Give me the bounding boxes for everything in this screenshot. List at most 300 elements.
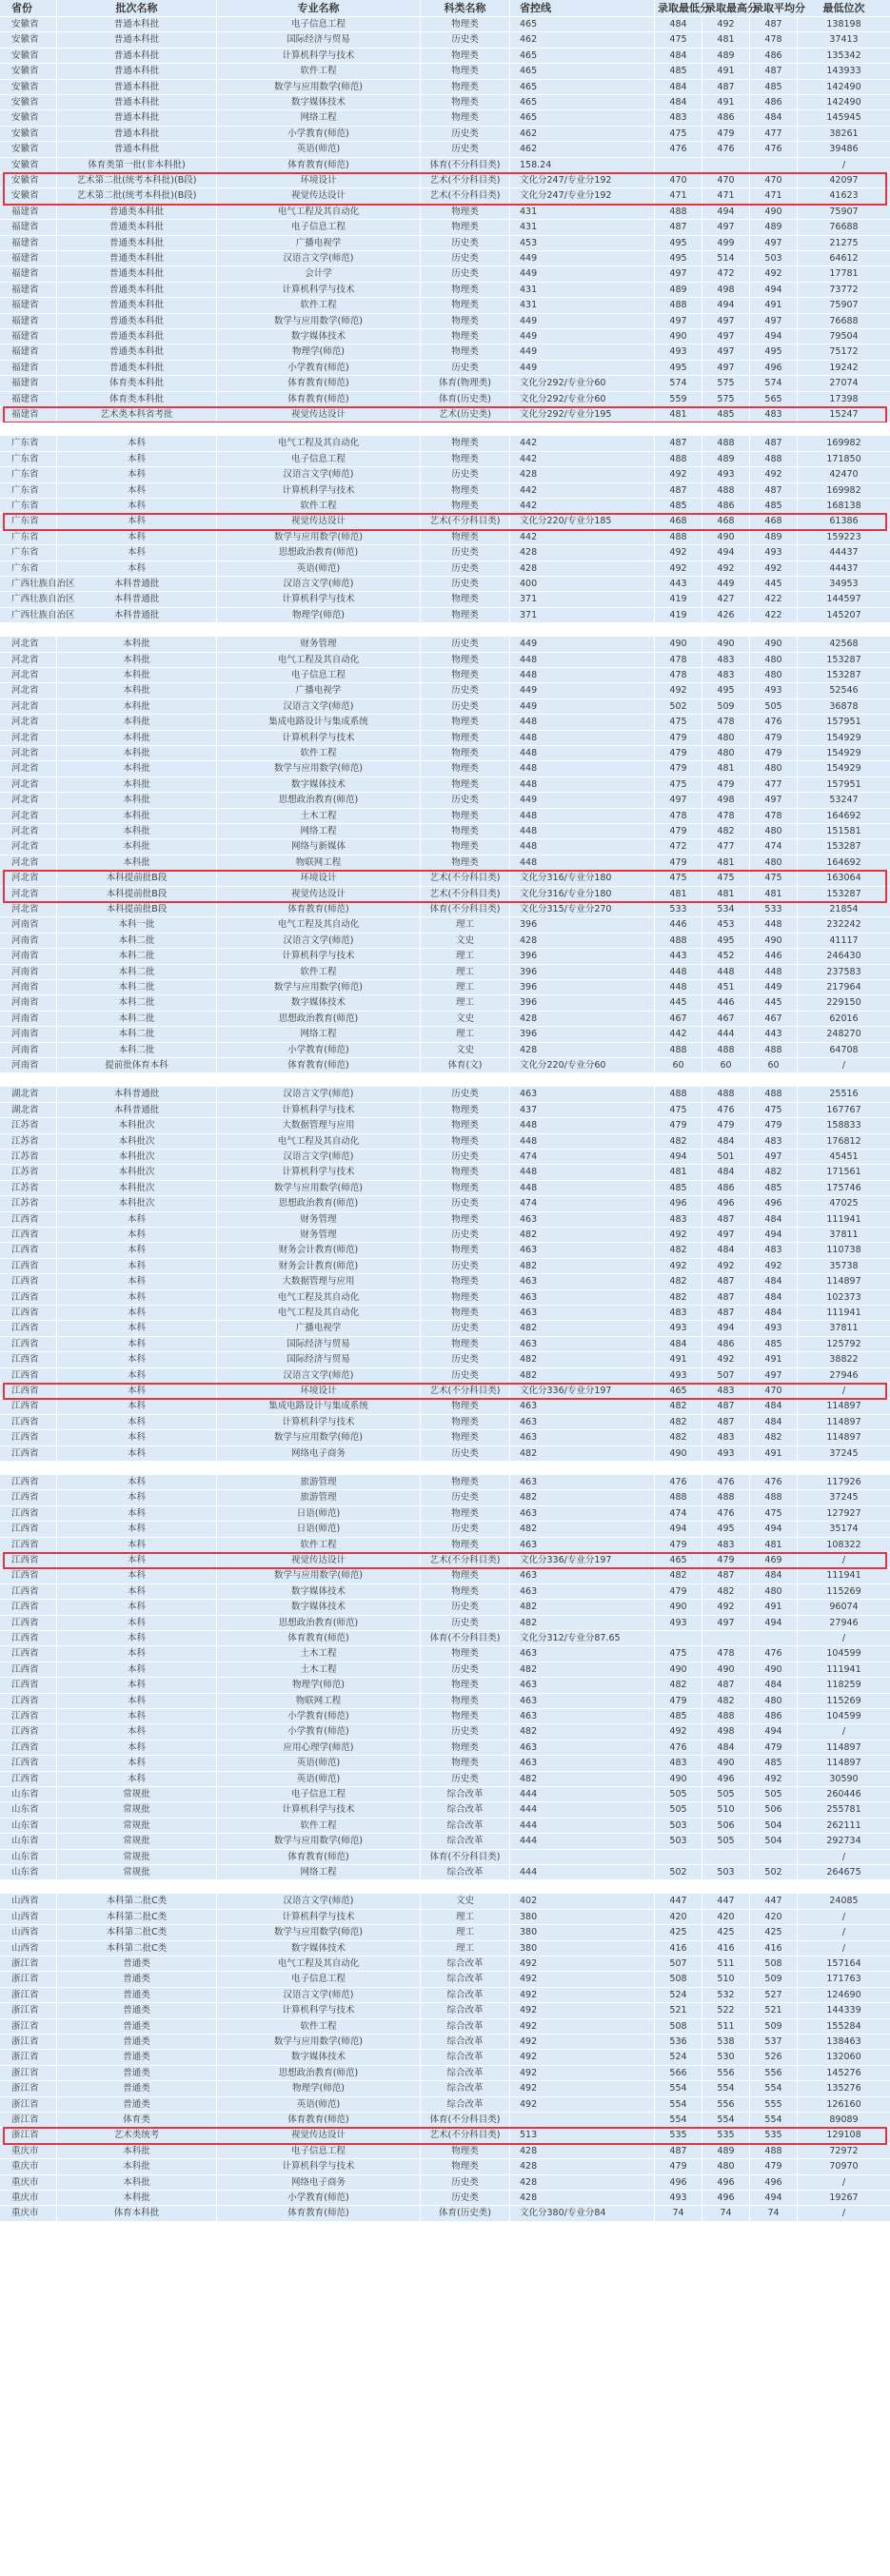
cell-min-score: 492 (655, 561, 702, 576)
cell-province: 江西省 (0, 1756, 57, 1770)
cell-min-score: 479 (655, 731, 702, 745)
cell-max-score: 530 (702, 2050, 750, 2064)
cell-batch: 本科 (57, 1662, 217, 1677)
table-row (0, 376, 890, 391)
block-separator (0, 423, 890, 436)
cell-max-score: 503 (702, 1865, 750, 1879)
cell-major: 计算机科学与技术 (217, 483, 421, 498)
cell-max-score: 489 (702, 2144, 750, 2158)
cell-province: 广东省 (0, 561, 57, 576)
cell-max-score: 498 (702, 283, 750, 297)
cell-control-line: 465 (510, 95, 655, 109)
cell-major: 小学教育(师范) (217, 2191, 421, 2205)
cell-category: 物理类 (421, 314, 510, 328)
cell-control-line: 482 (510, 1321, 655, 1335)
cell-batch: 普通本科批 (57, 64, 217, 78)
cell-avg-score: 470 (750, 173, 798, 187)
cell-control-line: 482 (510, 1772, 655, 1786)
cell-avg-score: 535 (750, 2128, 798, 2142)
cell-major: 国际经济与贸易 (217, 1337, 421, 1351)
cell-max-score: 492 (702, 1352, 750, 1367)
cell-major: 汉语言文学(师范) (217, 699, 421, 714)
cell-min-score: 482 (655, 1568, 702, 1583)
cell-avg-score: 494 (750, 1616, 798, 1630)
cell-category: 物理类 (421, 344, 510, 359)
cell-major: 环境设计 (217, 1384, 421, 1398)
cell-max-score: 514 (702, 251, 750, 265)
cell-major: 物联网工程 (217, 1694, 421, 1708)
cell-province: 广东省 (0, 545, 57, 560)
cell-category: 物理类 (421, 298, 510, 312)
cell-max-score: 490 (702, 530, 750, 544)
cell-major: 数学与应用数学(师范) (217, 1568, 421, 1583)
cell-province: 广东省 (0, 452, 57, 466)
cell-min-rank: / (841, 1633, 846, 1643)
cell-min-score: 497 (655, 266, 702, 281)
cell-control-line: 449 (510, 637, 655, 651)
cell-min-rank: 142490 (826, 81, 861, 92)
cell-category: 综合改革 (421, 1988, 510, 2002)
cell-avg-score: 485 (750, 80, 798, 94)
cell-avg-score: 487 (750, 436, 798, 450)
cell-control-line: 463 (510, 1584, 655, 1599)
table-row (0, 1430, 890, 1445)
cell-max-score: 507 (702, 1368, 750, 1383)
cell-control-line: 文化分336/专业分197 (510, 1553, 655, 1567)
cell-min-rank: 145945 (826, 112, 861, 124)
cell-min-score: 492 (655, 467, 702, 482)
cell-major: 财务管理 (217, 637, 421, 651)
cell-min-score: 419 (655, 608, 702, 622)
cell-province: 湖北省 (0, 1087, 57, 1101)
cell-min-score: 497 (655, 793, 702, 807)
cell-avg-score: 471 (750, 188, 798, 203)
cell-batch: 本科 (57, 530, 217, 544)
cell-control-line: 463 (510, 1399, 655, 1413)
cell-control-line: 文化分220/专业分60 (510, 1058, 655, 1072)
cell-max-score: 472 (702, 266, 750, 281)
cell-min-rank: 37245 (829, 1447, 859, 1459)
cell-max-score: 483 (702, 1384, 750, 1398)
cell-min-score: 465 (655, 1553, 702, 1567)
cell-min-rank: 52546 (829, 685, 859, 697)
table-row (0, 1709, 890, 1724)
cell-avg-score: 496 (750, 1196, 798, 1210)
cell-province: 河南省 (0, 949, 57, 963)
cell-province: 河北省 (0, 668, 57, 682)
cell-major: 小学教育(师范) (217, 1709, 421, 1723)
cell-batch: 普通类本科批 (57, 266, 217, 281)
cell-province: 河北省 (0, 777, 57, 792)
cell-control-line: 380 (510, 1925, 655, 1939)
cell-province: 江西省 (0, 1646, 57, 1661)
cell-max-score: 485 (702, 407, 750, 422)
cell-control-line: 449 (510, 793, 655, 807)
cell-control-line: 462 (510, 142, 655, 156)
cell-min-score: 503 (655, 1819, 702, 1833)
table-row (0, 1134, 890, 1150)
cell-major: 体育教育(师范) (217, 376, 421, 390)
cell-control-line: 448 (510, 1134, 655, 1149)
cell-avg-score: 477 (750, 127, 798, 141)
cell-min-rank: 217964 (826, 982, 861, 993)
cell-major: 数字媒体技术 (217, 95, 421, 109)
cell-avg-score: 504 (750, 1834, 798, 1848)
cell-min-score: 485 (655, 499, 702, 513)
cell-avg-score: 446 (750, 949, 798, 963)
cell-category: 物理类 (421, 824, 510, 838)
cell-min-score: 472 (655, 839, 702, 854)
table-row (0, 1910, 890, 1925)
table-row (0, 1600, 890, 1615)
cell-category: 历史类 (421, 1724, 510, 1739)
cell-avg-score: 476 (750, 142, 798, 156)
cell-control-line: 文化分316/专业分180 (510, 871, 655, 885)
table-row (0, 467, 890, 482)
cell-category: 历史类 (421, 1446, 510, 1461)
cell-control-line: 428 (510, 2159, 655, 2173)
cell-control-line: 444 (510, 1834, 655, 1848)
cell-category: 物理类 (421, 1678, 510, 1692)
cell-max-score: 496 (702, 1196, 750, 1210)
cell-category: 物理类 (421, 668, 510, 682)
cell-batch: 本科批 (57, 839, 217, 854)
cell-category: 综合改革 (421, 1787, 510, 1801)
table-row (0, 2159, 890, 2174)
cell-control-line: 482 (510, 1600, 655, 1614)
cell-avg-score: 449 (750, 980, 798, 994)
cell-min-rank: 104599 (826, 1648, 861, 1660)
cell-batch: 本科普通批 (57, 577, 217, 591)
cell-max-score: 470 (702, 173, 750, 187)
cell-province: 江西省 (0, 1568, 57, 1583)
cell-province: 河北省 (0, 839, 57, 854)
cell-control-line (510, 1850, 655, 1864)
cell-major: 数学与应用数学(师范) (217, 2035, 421, 2049)
cell-min-score: 487 (655, 2144, 702, 2158)
cell-control-line: 463 (510, 1475, 655, 1489)
cell-max-score: 478 (702, 809, 750, 823)
cell-batch: 普通本科批 (57, 142, 217, 156)
cell-min-score: 483 (655, 1306, 702, 1320)
cell-category: 物理类 (421, 1584, 510, 1599)
cell-major: 计算机科学与技术 (217, 283, 421, 297)
cell-category: 综合改革 (421, 2050, 510, 2064)
cell-province: 福建省 (0, 236, 57, 250)
cell-min-score: 482 (655, 1678, 702, 1692)
cell-min-rank: 34953 (829, 579, 859, 589)
table-row (0, 436, 890, 451)
cell-min-rank: 132060 (826, 2052, 861, 2063)
cell-batch: 体育类本科批 (57, 392, 217, 406)
cell-control-line: 文化分220/专业分185 (510, 514, 655, 528)
cell-batch: 本科批 (57, 715, 217, 729)
table-header (0, 0, 890, 17)
cell-max-score: 487 (702, 80, 750, 94)
cell-avg-score: 494 (750, 2191, 798, 2205)
cell-max-score: 535 (702, 2128, 750, 2142)
table-row (0, 127, 890, 142)
cell-category: 历史类 (421, 699, 510, 714)
cell-major: 小学教育(师范) (217, 1043, 421, 1057)
cell-min-score: 554 (655, 2097, 702, 2112)
cell-min-rank: 171850 (826, 453, 861, 464)
cell-max-score: 475 (702, 871, 750, 885)
cell-min-score: 468 (655, 514, 702, 528)
cell-province: 江西省 (0, 1274, 57, 1288)
cell-province: 河南省 (0, 1012, 57, 1026)
cell-avg-score: 447 (750, 1894, 798, 1908)
cell-batch: 体育类本科批 (57, 376, 217, 390)
table-row (0, 1522, 890, 1537)
cell-min-rank: 114897 (826, 1432, 861, 1444)
cell-min-score: 475 (655, 871, 702, 885)
cell-max-score: 493 (702, 467, 750, 482)
cell-min-score: 487 (655, 483, 702, 498)
cell-category: 物理类 (421, 1506, 510, 1521)
cell-category: 物理类 (421, 80, 510, 94)
cell-batch: 普通类本科批 (57, 329, 217, 344)
cell-min-score: 484 (655, 80, 702, 94)
cell-min-rank: / (841, 1555, 846, 1565)
cell-min-score: 492 (655, 545, 702, 560)
cell-batch: 本科 (57, 1616, 217, 1630)
cell-max-score: 497 (702, 329, 750, 344)
cell-batch: 本科二批 (57, 1043, 217, 1057)
cell-min-rank: 21854 (829, 904, 859, 914)
cell-control-line: 431 (510, 298, 655, 312)
cell-category: 历史类 (421, 251, 510, 265)
cell-category: 物理类 (421, 1243, 510, 1257)
cell-min-rank: 118259 (826, 1680, 861, 1691)
cell-avg-score: 479 (750, 746, 798, 760)
cell-category: 物理类 (421, 855, 510, 870)
cell-max-score: 487 (702, 1399, 750, 1413)
cell-batch: 本科批 (57, 2144, 217, 2158)
cell-control-line: 449 (510, 344, 655, 359)
cell-province: 福建省 (0, 329, 57, 344)
table-row (0, 824, 890, 839)
cell-max-score: 497 (702, 1228, 750, 1242)
cell-avg-score: 492 (750, 561, 798, 576)
cell-category: 历史类 (421, 467, 510, 482)
cell-min-rank: 53247 (829, 795, 859, 806)
cell-avg-score: 488 (750, 2144, 798, 2158)
cell-min-rank: 157951 (826, 778, 861, 790)
cell-batch: 普通类 (57, 1957, 217, 1971)
cell-max-score: 490 (702, 1756, 750, 1770)
table-row (0, 2206, 890, 2221)
table-row (0, 1087, 890, 1102)
cell-major: 物联网工程 (217, 855, 421, 870)
table-row (0, 283, 890, 298)
cell-category: 物理类 (421, 483, 510, 498)
cell-min-rank: 102373 (826, 1291, 861, 1303)
cell-control-line: 444 (510, 1802, 655, 1817)
cell-max-score: 494 (702, 545, 750, 560)
cell-max-score: 60 (702, 1058, 750, 1072)
cell-min-rank: 45451 (829, 1151, 859, 1162)
cell-category: 物理类 (421, 1134, 510, 1149)
cell-max-score: 496 (702, 2175, 750, 2190)
cell-max-score: 494 (702, 298, 750, 312)
cell-control-line: 380 (510, 1941, 655, 1956)
cell-control-line: 482 (510, 1352, 655, 1367)
cell-category: 历史类 (421, 2175, 510, 2190)
cell-min-score: 535 (655, 2128, 702, 2142)
cell-major: 体育教育(师范) (217, 158, 421, 172)
table-row (0, 2175, 890, 2191)
cell-min-rank: 159223 (826, 531, 861, 542)
table-row (0, 949, 890, 964)
cell-category: 历史类 (421, 127, 510, 141)
cell-max-score: 449 (702, 577, 750, 591)
cell-major: 英语(师范) (217, 2097, 421, 2112)
cell-min-rank: 260446 (826, 1789, 861, 1799)
cell-max-score: 554 (702, 2113, 750, 2127)
cell-batch: 常规批 (57, 1787, 217, 1801)
cell-control-line: 449 (510, 251, 655, 265)
cell-min-score: 475 (655, 777, 702, 792)
table-row (0, 2144, 890, 2159)
cell-major: 体育教育(师范) (217, 902, 421, 916)
cell-avg-score: 420 (750, 1910, 798, 1924)
cell-province: 江西省 (0, 1384, 57, 1398)
cell-province: 山东省 (0, 1865, 57, 1879)
table-row (0, 1941, 890, 1957)
cell-category: 物理类 (421, 1740, 510, 1755)
cell-max-score: 498 (702, 793, 750, 807)
cell-min-rank: 15247 (829, 409, 859, 420)
cell-province: 河北省 (0, 637, 57, 651)
cell-min-score: 465 (655, 1384, 702, 1398)
cell-province: 浙江省 (0, 2066, 57, 2080)
cell-min-score: 471 (655, 188, 702, 203)
cell-control-line: 492 (510, 1972, 655, 1986)
cell-avg-score: 485 (750, 1337, 798, 1351)
table-row (0, 1925, 890, 1940)
cell-batch: 本科 (57, 1584, 217, 1599)
cell-min-score: 503 (655, 1834, 702, 1848)
cell-min-rank: 111941 (826, 1213, 861, 1225)
cell-major: 汉语言文学(师范) (217, 934, 421, 948)
cell-control-line: 448 (510, 746, 655, 760)
cell-category: 物理类 (421, 839, 510, 854)
cell-province: 河北省 (0, 855, 57, 870)
cell-province: 广西壮族自治区 (0, 592, 57, 606)
cell-batch: 普通类 (57, 2050, 217, 2064)
table-row (0, 715, 890, 730)
cell-province: 浙江省 (0, 1972, 57, 1986)
cell-batch: 本科批 (57, 2175, 217, 2190)
cell-major: 电气工程及其自动化 (217, 1290, 421, 1305)
cell-province: 广东省 (0, 483, 57, 498)
cell-province: 江西省 (0, 1475, 57, 1489)
cell-category: 历史类 (421, 1490, 510, 1504)
cell-min-rank: 115269 (826, 1695, 861, 1706)
cell-min-score: 485 (655, 1709, 702, 1723)
cell-min-score: 481 (655, 887, 702, 901)
cell-province: 山东省 (0, 1850, 57, 1864)
cell-category: 艺术(不分科目类) (421, 173, 510, 187)
table-row (0, 1553, 890, 1568)
cell-province: 广东省 (0, 514, 57, 528)
cell-batch: 本科 (57, 1337, 217, 1351)
cell-min-rank: 41623 (829, 190, 859, 202)
cell-max-score: 426 (702, 608, 750, 622)
cell-batch: 本科 (57, 1228, 217, 1242)
cell-control-line: 文化分247/专业分192 (510, 188, 655, 203)
cell-min-rank: 154929 (826, 732, 861, 743)
cell-min-score: 487 (655, 436, 702, 450)
cell-min-score: 476 (655, 1740, 702, 1755)
cell-control-line: 463 (510, 1694, 655, 1708)
cell-max-score: 497 (702, 361, 750, 375)
cell-category: 历史类 (421, 561, 510, 576)
cell-min-rank: 114897 (826, 1741, 861, 1753)
cell-batch: 本科 (57, 1490, 217, 1504)
cell-avg-score: 537 (750, 2035, 798, 2049)
cell-control-line: 482 (510, 1662, 655, 1677)
cell-min-score: 475 (655, 1646, 702, 1661)
cell-max-score: 483 (702, 1538, 750, 1552)
cell-avg-score: 480 (750, 1584, 798, 1599)
cell-batch: 本科二批 (57, 1012, 217, 1026)
cell-control-line: 463 (510, 1678, 655, 1692)
cell-control-line: 442 (510, 499, 655, 513)
cell-max-score: 487 (702, 1568, 750, 1583)
cell-control-line: 428 (510, 1043, 655, 1057)
cell-max-score: 505 (702, 1834, 750, 1848)
cell-batch: 本科 (57, 1631, 217, 1645)
cell-avg-score: 484 (750, 1568, 798, 1583)
cell-province: 河南省 (0, 995, 57, 1010)
cell-min-rank: 47025 (829, 1198, 859, 1209)
cell-min-rank: 142490 (826, 97, 861, 108)
cell-avg-score: 497 (750, 1368, 798, 1383)
cell-avg-score: 484 (750, 1399, 798, 1413)
cell-control-line: 492 (510, 2066, 655, 2080)
cell-max-score: 476 (702, 1103, 750, 1117)
cell-control-line: 402 (510, 1894, 655, 1908)
cell-province: 河北省 (0, 699, 57, 714)
table-row (0, 158, 890, 173)
cell-category: 物理类 (421, 436, 510, 450)
cell-category: 理工 (421, 1910, 510, 1924)
cell-min-score: 492 (655, 683, 702, 698)
cell-control-line: 474 (510, 1150, 655, 1164)
cell-control-line: 文化分380/专业分84 (510, 2206, 655, 2220)
cell-min-rank: 64612 (829, 253, 859, 264)
cell-avg-score: 470 (750, 1384, 798, 1398)
cell-max-score: 495 (702, 934, 750, 948)
cell-min-score: 487 (655, 220, 702, 234)
cell-province: 江西省 (0, 1584, 57, 1599)
table-row (0, 653, 890, 668)
cell-control-line: 474 (510, 1196, 655, 1210)
cell-category: 物理类 (421, 1103, 510, 1117)
cell-avg-score: 497 (750, 1150, 798, 1164)
cell-category: 理工 (421, 1941, 510, 1956)
cell-category: 物理类 (421, 1165, 510, 1179)
cell-max-score: 493 (702, 1446, 750, 1461)
cell-control-line: 396 (510, 980, 655, 994)
cell-province: 浙江省 (0, 2113, 57, 2127)
cell-batch: 普通类 (57, 2019, 217, 2034)
cell-min-score: 491 (655, 1352, 702, 1367)
cell-min-rank: 154929 (826, 763, 861, 775)
cell-control-line: 448 (510, 777, 655, 792)
